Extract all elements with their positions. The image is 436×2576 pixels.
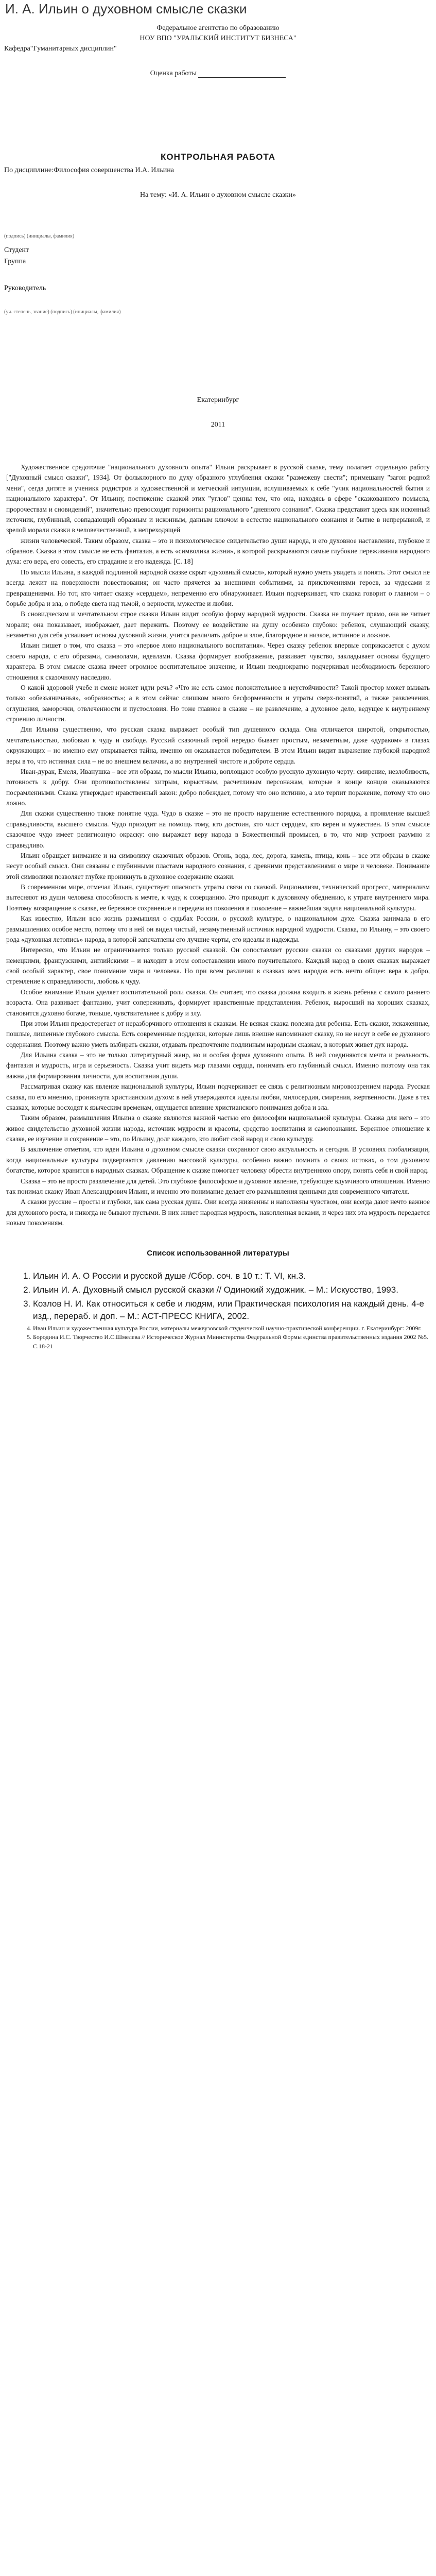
page-title: И. А. Ильин о духовном смысле сказки	[5, 1, 247, 16]
document-page	[0, 1, 436, 1382]
grade-line	[4, 70, 432, 78]
body-text	[6, 462, 430, 1228]
references-heading: Список использованной литературы	[147, 1249, 289, 1258]
paragraph: Ильин пишет о том, что сказка – это «первое лоно национального воспитания». Через сказку ребенок впервые соприкасается с духом своего народа, с его образами, символами, идеалами. Сказка формирует воображение, развивает чувство, закладывает основы будущего характера. В этом смысле сказка имеет огромное воспитательное значение, и Ильин неоднократно подчеркивал необходимость бережного отношения к сказочному наследию.	[6, 641, 430, 681]
reference-item: 3. Козлов Н. И. Как относиться к себе и людям, или Практическая психология на каждый день. 4-е изд., перераб. и доп. – М.: АСТ-ПРЕСС КНИГА, 2002.	[33, 1298, 432, 1323]
paragraph: Для Ильина существенно, что русская сказка выражает особый тип душевного склада. Она отличается широтой, открытостью, мечтательностью, любовью к чуду и свободе. Русский сказочный герой нередко бывает простым, незаметным, даже «дураком» в глазах окружающих – но именно ему открывается тайна, именно он оказывается победителем. В этом Ильин видит выражение глубокой народной веры в то, что истинная сила – не во внешнем величии, а во внутренней чистоте и доброте сердца.	[6, 725, 430, 765]
department-line: Кафедра"Гуманитарных дисциплин"	[4, 45, 117, 53]
supervisor-note: (уч. степень, звание) (подпись) (инициалы, фамилия)	[4, 309, 121, 315]
paragraph: Сказка – это не просто развлечение для детей. Это глубокое философское и духовное явление, требующее вдумчивого отношения. Именно так понимал сказку Иван Александрович Ильин, и именно это понимание делает его размышления ценными для современного читателя.	[6, 1177, 430, 1195]
agency-line: Федеральное агентство по образованию	[156, 24, 280, 32]
topic-line: На тему: «И. А. Ильин о духовном смысле сказки»	[140, 191, 296, 199]
supervisor-label: Руководитель	[4, 284, 46, 292]
paragraph: Особое внимание Ильин уделяет воспитательной роли сказки. Он считает, что сказка должна входить в жизнь ребенка с самого раннего возраста. Она развивает фантазию, учит сопереживать, формирует нравственные представления. Ребенок, выросший на хороших сказках, становится духовно богаче, тоньше, чувствительнее к добру и злу.	[6, 988, 430, 1017]
city-line: Екатеринбург	[197, 396, 239, 404]
student-row	[4, 246, 432, 255]
signature-note: (подпись) (инициалы, фамилия)	[4, 233, 75, 239]
paragraph: Таким образом, размышления Ильина о сказке являются важной частью его философии национальной культуры. Сказка для него – это живое свидетельство духовной жизни народа, источник мудрости и красоты, средство воспитания и самопознания. Бережное отношение к сказке, ее изучение и сохранение – это, по Ильину, долг каждого, кто любит свой народ и свою культуру.	[6, 1114, 430, 1143]
reference-item: 2. Ильин И. А. Духовный смысл русской сказки // Одинокий художник. – М.: Искусство, 1993.	[33, 1284, 432, 1297]
paragraph: Иван-дурак, Емеля, Иванушка – все эти образы, по мысли Ильина, воплощают особую русскую духовную черту: смирение, незлобивость, готовность к добру. Они противопоставлены хитрым, корыстным, расчетливым персонажам, которые в конце концов оказываются посрамленными. Сказка утверждает нравственный закон: добро побеждает, потому что оно истинно, а зло терпит поражение, потому что оно ложно.	[6, 767, 430, 807]
reference-item: 4. Иван Ильин и художественная культура России, материалы межвузовской студенческой научно-практической конференции. г. Екатеринбург: 2009г.	[33, 1324, 432, 1333]
paragraph: При этом Ильин предостерегает от неразборчивого отношения к сказкам. Не всякая сказка полезна для ребенка. Есть сказки, искаженные, пошлые, лишенные глубокого смысла. Есть современные подделки, которые лишь внешне напоминают сказку, но не несут в себе ее духовного содержания. Поэтому важно уметь выбирать сказки, отдавать предпочтение подлинным народным сказкам, в которых живет дух народа.	[6, 1019, 430, 1048]
discipline-line: По дисциплине:Философия совершенства И.А. Ильина	[4, 166, 174, 174]
work-heading: КОНТРОЛЬНАЯ РАБОТА	[161, 152, 275, 162]
paragraph: Для Ильина сказка – это не только литературный жанр, но и особая форма духовного опыта. В ней соединяются мечта и реальность, фантазия и мудрость, игра и серьезность. Сказка учит видеть мир глазами сердца, понимать его глубинный смысл. Именно поэтому она так важна для формирования личности, для воспитания души.	[6, 1051, 430, 1080]
paragraph: В современном мире, отмечал Ильин, существует опасность утраты связи со сказкой. Рационализм, технический прогресс, материализм вытесняют из души человека способность к мечте, к чуду, к созерцанию. Это приводит к духовному обеднению, к утрате внутреннего мира. Поэтому возвращение к сказке, ее бережное сохранение и передача из поколения в поколение – важнейшая задача национальной культуры.	[6, 883, 430, 912]
reference-item: 1. Ильин И. А. О России и русской душе /Сбор. соч. в 10 т.: Т. VI, кн.3.	[33, 1270, 432, 1283]
references-list	[23, 1270, 432, 1323]
paragraph: По мысли Ильина, в каждой подлинной народной сказке скрыт «духовный смысл», который нужно уметь увидеть и понять. Этот смысл не всегда лежит на поверхности повествования; он часто прячется за внешними событиями, за приключениями героев, за чудесами и превращениями. Но тот, кто читает сказку «сердцем», непременно его обнаруживает. Ильин подчеркивает, что сказка говорит о главном – о борьбе добра и зла, о победе света над тьмой, о верности, мужестве и любви.	[6, 568, 430, 607]
paragraph: Рассматривая сказку как явление национальной культуры, Ильин подчеркивает ее связь с религиозным мировоззрением народа. Русская сказка, по его мнению, проникнута христианским духом: в ней утверждаются идеалы любви, милосердия, смирения, жертвенности. Даже в тех сказках, которые восходят к языческим временам, ощущается влияние христианского понимания добра и зла.	[6, 1082, 430, 1111]
year-line: 2011	[211, 421, 225, 429]
paragraph: жизни человеческой. Таким образом, сказка – это и психологическое свидетельство души народа, и его духовное наставление, глубокое и образное. Сказка в этом смысле не есть фантазия, а есть «символика жизни», в которой раскрываются самые глубокие переживания народного духа: его вера, его совесть, его страдание и его надежда. [С. 18]	[6, 536, 430, 566]
group-label: Группа	[4, 258, 26, 265]
supervisor-row	[4, 284, 432, 293]
paragraph: А сказки русские – просты и глубоки, как сама русская душа. Они всегда жизненны и наполнены чувством, они всегда дают нечто важное для духовного роста, и никогда не бывают пустыми. В них живет народная мудрость, накопленная веками, и через них эта мудрость передается новым поколениям.	[6, 1198, 430, 1227]
paragraph: О какой здоровой учебе и смене может идти речь? «Что же есть самое положительное в неустойчивости? Такой простор может вызвать только «обезьяничанья», «образность»; а в этом сейчас слишком много бесформенности и утраты сверх-понятий, а также развлечения, оглушения, заморочки, отвлеченности и пустословия. Но тоже главное в сказке – не развлечение, а духовное дело, ведущее к внутреннему строению личности.	[6, 683, 430, 723]
grade-field	[198, 70, 286, 78]
paragraph: Для сказки существенно также понятие чуда. Чудо в сказке – это не просто нарушение естественного порядка, а проявление высшей справедливости, высшего смысла. Чудо приходит на помощь тому, кто достоин, кто чист сердцем, кто верен и мужествен. В этом смысле сказочное чудо имеет религиозную окраску: оно выражает веру народа в Божественный промысел, в то, что мир устроен разумно и справедливо.	[6, 809, 430, 849]
paragraph: В сновидческом и мечтательном строе сказки Ильин видит особую форму народной мудрости. Сказка не поучает прямо, она не читает морали; она показывает, изображает, дает пережить. Поэтому ее воздействие на душу особенно глубоко: ребенок, слушающий сказку, незаметно для себя усваивает основы духовной жизни, учится различать доброе и злое, благородное и низкое, истинное и ложное.	[6, 610, 430, 639]
paragraph: В заключение отметим, что идеи Ильина о духовном смысле сказки сохраняют свою актуальность и сегодня. В условиях глобализации, когда национальные культуры подвергаются давлению массовой культуры, особенно важно помнить о своих истоках, о том духовном богатстве, которое хранится в народных сказках. Обращение к сказке помогает человеку обрести внутреннюю опору, понять себя и свой народ.	[6, 1145, 430, 1175]
paragraph: Интересно, что Ильин не ограничивается только русской сказкой. Он сопоставляет русские сказки со сказками других народов – немецкими, французскими, английскими – и находит в этом сопоставлении много поучительного. Каждый народ в своих сказках выражает свой особый характер, свое понимание мира и человека. Но при всем различии в сказках всех народов есть нечто общее: вера в добро, стремление к справедливости, любовь к чуду.	[6, 946, 430, 986]
reference-item: 5. Бородина И.С. Творчество И.С.Шмелева // Историческое Журнал Министерства Федеральной Формы единства правительственных издания 2002 №5. С.18-21	[33, 1333, 432, 1351]
university-line: НОУ ВПО "УРАЛЬСКИЙ ИНСТИТУТ БИЗНЕСА"	[139, 35, 297, 42]
group-row	[4, 258, 432, 266]
paragraph: Ильин обращает внимание и на символику сказочных образов. Огонь, вода, лес, дорога, камень, птица, конь – все эти образы в сказке несут особый смысл. Они связаны с глубинными пластами народного сознания, с древними представлениями о мире и человеке. Понимание этой символики позволяет глубже проникнуть в духовное содержание сказки.	[6, 851, 430, 880]
paragraph: Как известно, Ильин всю жизнь размышлял о судьбах России, о русской культуре, о национальном духе. Сказка занимала в его размышлениях особое место, потому что в ней он видел чистый, незамутненный источник народной мудрости. Сказка, по Ильину, – это своего рода «духовная летопись» народа, в которой запечатлены его лучшие черты, его идеалы и надежды.	[6, 914, 430, 943]
grade-label: Оценка работы	[150, 70, 197, 77]
student-label: Студент	[4, 246, 29, 254]
paragraph: Художественное средоточие "национального духовного опыта" Ильин раскрывает в русской сказке, тему полагает отдельную работу ["Духовный смысл сказки", 1934]. От фольклорного по духу образного углубления сказки "размежеву свести"; примешану "загон родной мени", сегда дитяте и ученикк родистров и художественной и метческий интуиции, вслушиваемых к себе "учик национальностей бытия и национального характера". От Ильину, постижение сказкой этих "углов" ценны тем, что она, находясь в сфере "сказкованного помысла, пророчествам и сновидений", значительно превосходит горизонты рационального "дневного сознания". Сказка представит здесь как исконный источник, глубинный, совпадающий образным и исконным, данным ключом в естестве национального сознания и бытие в непрерывной, и зрелой морали сказки в человечественной, в непреходящей	[6, 463, 430, 534]
references-list-small	[23, 1324, 432, 1351]
